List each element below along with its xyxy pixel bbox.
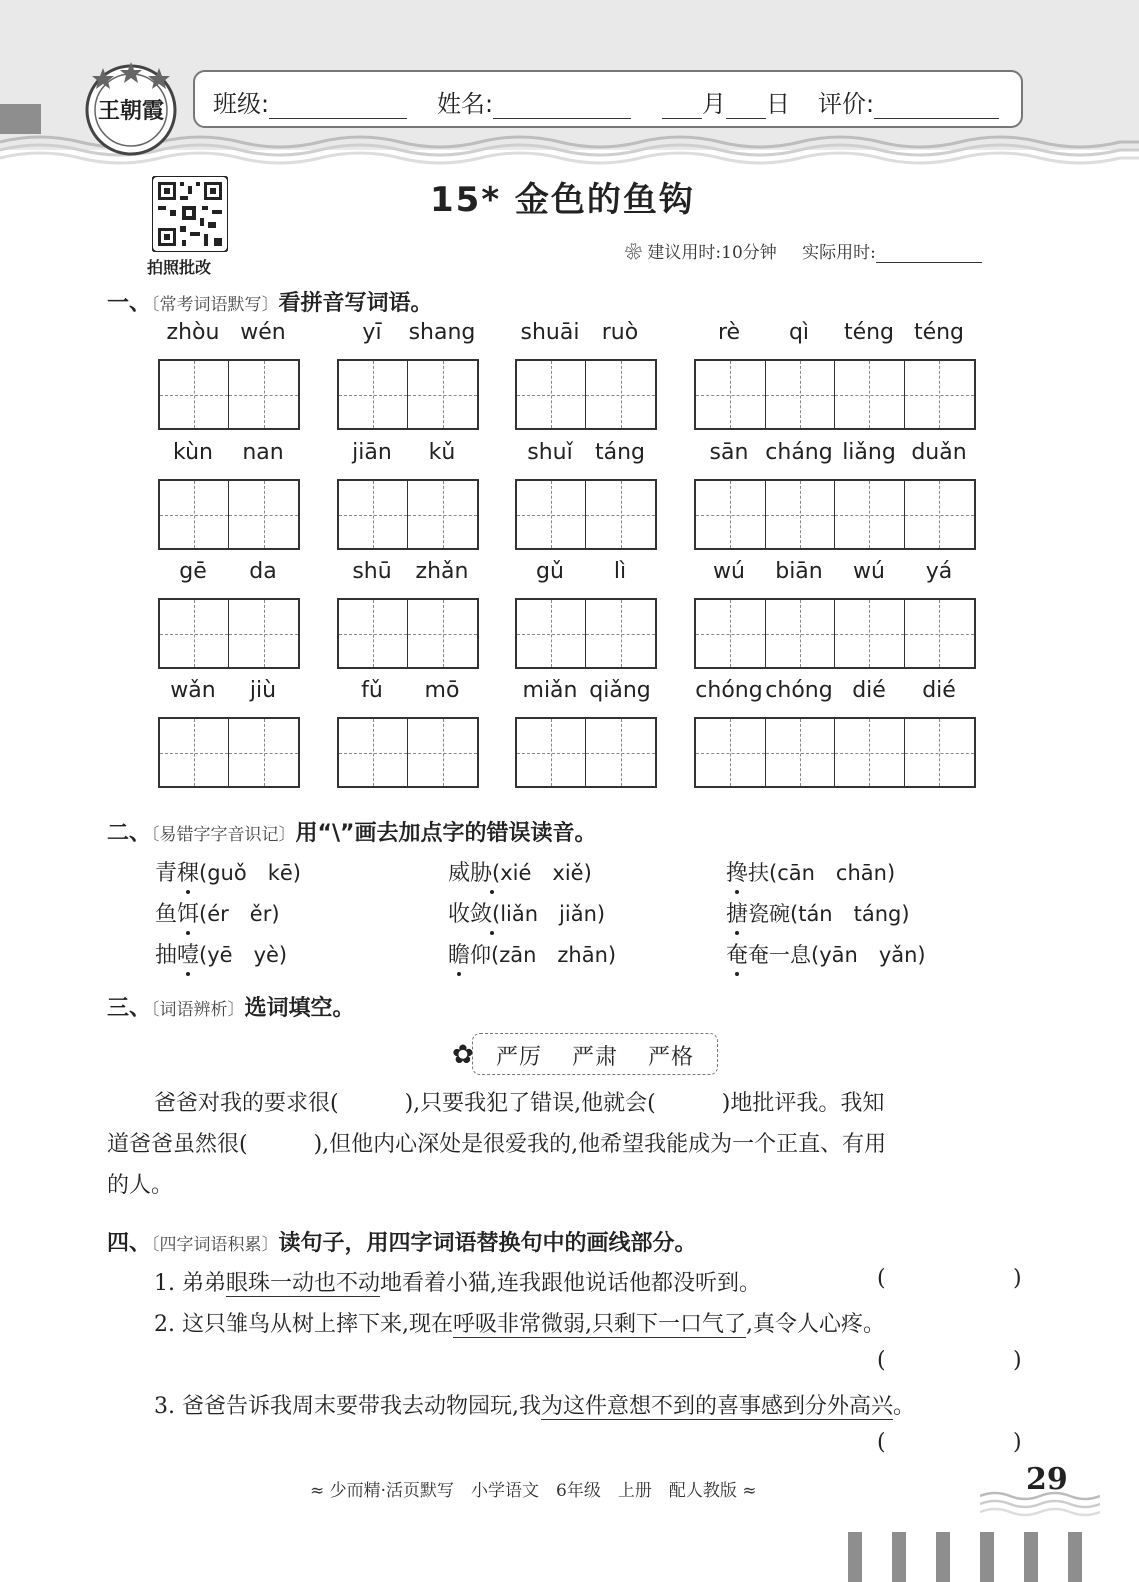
pinyin-syllable: rè — [717, 320, 741, 345]
section4-heading: 四、〔四字词语积累〕读句子，用四字词语替换句中的画线部分。 — [107, 1231, 697, 1256]
section3-heading: 三、〔词语辨析〕选词填空。 — [107, 996, 355, 1021]
writing-cell[interactable] — [696, 600, 766, 667]
writing-box[interactable] — [515, 359, 657, 430]
writing-cell[interactable] — [586, 481, 655, 548]
time-hint — [625, 238, 982, 263]
pinyin-syllable: da — [249, 559, 277, 584]
writing-box[interactable] — [337, 717, 479, 788]
writing-cell[interactable] — [586, 719, 655, 786]
evaluation-field[interactable] — [818, 84, 999, 119]
pinyin-syllable: shang — [408, 320, 476, 345]
writing-cell[interactable] — [766, 600, 836, 667]
writing-box[interactable] — [158, 598, 300, 669]
writing-cell[interactable] — [905, 361, 975, 428]
writing-cell[interactable] — [339, 719, 408, 786]
writing-cell[interactable] — [160, 719, 229, 786]
pinyin-syllable: kǔ — [428, 440, 456, 465]
logo-text: 王朝霞 — [97, 98, 165, 124]
writing-cell[interactable] — [696, 361, 766, 428]
pinyin-syllable: dié — [922, 678, 956, 703]
pinyin-syllable: shuāi — [520, 320, 580, 345]
pinyin-syllable: zhòu — [166, 320, 220, 345]
pinyin-syllable: téng — [913, 320, 965, 345]
pinyin-syllable: wú — [853, 559, 885, 584]
pronunciation-item[interactable]: 鱼饵(ér ěr) — [155, 902, 280, 927]
word-bank — [496, 1040, 694, 1071]
writing-box[interactable] — [515, 479, 657, 550]
pinyin-syllable: liǎng — [842, 440, 896, 465]
writing-box[interactable] — [694, 717, 976, 788]
writing-cell[interactable] — [339, 361, 408, 428]
pinyin-syllable: chóng — [765, 678, 833, 703]
answer-blank-2-open[interactable]: ( — [877, 1348, 886, 1373]
pinyin-syllable: qiǎng — [589, 678, 651, 703]
pinyin-syllable: ruò — [601, 320, 639, 345]
section1-heading: 一、〔常考词语默写〕看拼音写词语。 — [107, 291, 433, 316]
writing-box[interactable] — [158, 359, 300, 430]
pinyin-syllable: lì — [613, 559, 627, 584]
flower-icon: ❀ — [625, 243, 642, 263]
footer-text: ≈ 少而精·活页默写 小学语文 6年级 上册 配人教版 ≈ — [310, 1481, 757, 1501]
writing-cell[interactable] — [229, 361, 298, 428]
writing-cell[interactable] — [229, 600, 298, 667]
word-option: 严肃 — [572, 1045, 619, 1070]
writing-cell[interactable] — [586, 361, 655, 428]
writing-cell[interactable] — [696, 481, 766, 548]
class-label: 班级: — [213, 90, 270, 118]
writing-cell[interactable] — [160, 361, 229, 428]
writing-cell[interactable] — [517, 600, 586, 667]
pinyin-syllable: wú — [713, 559, 745, 584]
writing-cell[interactable] — [766, 719, 836, 786]
pinyin-syllable: kùn — [173, 440, 213, 465]
writing-cell[interactable] — [835, 481, 905, 548]
bee-icon: ✿ — [452, 1040, 474, 1070]
writing-cell[interactable] — [766, 481, 836, 548]
pinyin-syllable: miǎn — [522, 678, 578, 703]
pinyin-syllable: táng — [594, 440, 645, 465]
eval-label: 评价: — [818, 90, 875, 118]
writing-box[interactable] — [515, 717, 657, 788]
writing-cell[interactable] — [905, 719, 975, 786]
pronunciation-item[interactable]: 奄奄一息(yān yǎn) — [726, 943, 926, 968]
writing-cell[interactable] — [339, 481, 408, 548]
writing-cell[interactable] — [408, 719, 477, 786]
answer-blank-3-open[interactable]: ( — [877, 1430, 886, 1455]
pinyin-syllable: dié — [852, 678, 886, 703]
pinyin-syllable: gē — [179, 559, 207, 584]
pinyin-syllable: wén — [240, 320, 286, 345]
pinyin-syllable: fǔ — [361, 678, 383, 703]
writing-cell[interactable] — [586, 600, 655, 667]
writing-box[interactable] — [694, 479, 976, 550]
pronunciation-item[interactable]: 抽噎(yē yè) — [155, 943, 288, 968]
fill-paragraph-line3: 的人。 — [107, 1173, 174, 1198]
pinyin-syllable: jiān — [352, 440, 392, 465]
writing-cell[interactable] — [835, 600, 905, 667]
date-field[interactable] — [662, 84, 790, 119]
page-title: 15* 金色的鱼钩 — [430, 180, 695, 220]
writing-box[interactable] — [694, 598, 976, 669]
name-label: 姓名: — [437, 90, 494, 118]
question-2: 2. 这只雏鸟从树上摔下来,现在呼吸非常微弱,只剩下一口气了,真令人心疼。 — [154, 1312, 885, 1337]
day-label: 日 — [766, 90, 790, 118]
answer-blank-1-open[interactable]: ( — [877, 1266, 886, 1291]
writing-cell[interactable] — [339, 600, 408, 667]
pronunciation-item[interactable]: 搀扶(cān chān) — [726, 861, 896, 886]
question-1: 1. 弟弟眼珠一动也不动地看着小猫,连我跟他说话他都没听到。 — [154, 1271, 761, 1296]
pinyin-syllable: yá — [925, 559, 953, 584]
writing-box[interactable] — [158, 717, 300, 788]
pinyin-syllable: zhǎn — [415, 559, 469, 584]
writing-cell[interactable] — [229, 481, 298, 548]
pronunciation-item[interactable]: 收敛(liǎn jiǎn) — [448, 902, 606, 927]
writing-cell[interactable] — [160, 481, 229, 548]
page-number: 29 — [1026, 1462, 1068, 1497]
pronunciation-item[interactable]: 搪瓷碗(tán táng) — [726, 902, 910, 927]
class-field[interactable] — [213, 84, 407, 119]
writing-cell[interactable] — [517, 361, 586, 428]
qr-code-icon[interactable] — [152, 176, 228, 252]
writing-cell[interactable] — [835, 361, 905, 428]
pinyin-syllable: mō — [424, 678, 460, 703]
pinyin-syllable: qì — [788, 320, 810, 345]
answer-blank-1-close: ) — [1013, 1266, 1022, 1291]
answer-blank-2-close: ) — [1013, 1348, 1022, 1373]
name-field[interactable] — [437, 84, 631, 119]
writing-cell[interactable] — [517, 719, 586, 786]
fill-paragraph-line2[interactable]: 道爸爸虽然很( ),但他内心深处是很爱我的,他希望我能成为一个正直、有用 — [107, 1132, 887, 1157]
writing-cell[interactable] — [766, 361, 836, 428]
fill-paragraph-line1[interactable]: 爸爸对我的要求很( ),只要我犯了错误,他就会( )地批评我。我知 — [154, 1091, 885, 1116]
pinyin-syllable: biān — [775, 559, 823, 584]
pronunciation-item[interactable]: 威胁(xié xiě) — [448, 861, 592, 886]
pinyin-syllable: yī — [362, 320, 382, 345]
actual-time-field[interactable] — [876, 242, 982, 263]
writing-box[interactable] — [337, 598, 479, 669]
writing-cell[interactable] — [905, 600, 975, 667]
qr-label: 拍照批改 — [147, 258, 212, 277]
suggested-time: 建议用时:10分钟 — [647, 243, 777, 263]
pinyin-syllable: wǎn — [170, 678, 216, 703]
pinyin-syllable: jiù — [249, 678, 277, 703]
pronunciation-item[interactable]: 青稞(guǒ kē) — [155, 861, 301, 886]
writing-cell[interactable] — [517, 481, 586, 548]
pronunciation-item[interactable]: 瞻仰(zān zhān) — [448, 943, 617, 968]
pinyin-syllable: shū — [352, 559, 392, 584]
writing-box[interactable] — [337, 359, 479, 430]
writing-box[interactable] — [515, 598, 657, 669]
writing-cell[interactable] — [408, 481, 477, 548]
pinyin-syllable: duǎn — [911, 440, 967, 465]
writing-cell[interactable] — [229, 719, 298, 786]
writing-cell[interactable] — [408, 361, 477, 428]
writing-cell[interactable] — [835, 719, 905, 786]
pinyin-syllable: téng — [843, 320, 895, 345]
writing-box[interactable] — [158, 479, 300, 550]
answer-blank-3-close: ) — [1013, 1430, 1022, 1455]
pinyin-syllable: shuǐ — [527, 440, 573, 465]
pinyin-syllable: cháng — [765, 440, 833, 465]
writing-cell[interactable] — [408, 600, 477, 667]
writing-cell[interactable] — [160, 600, 229, 667]
writing-cell[interactable] — [905, 481, 975, 548]
writing-box[interactable] — [337, 479, 479, 550]
pinyin-syllable: sān — [709, 440, 749, 465]
month-label: 月 — [702, 90, 726, 118]
pinyin-syllable: gǔ — [536, 559, 564, 584]
pinyin-syllable: nan — [242, 440, 284, 465]
writing-box[interactable] — [694, 359, 976, 430]
writing-cell[interactable] — [696, 719, 766, 786]
word-option: 严格 — [648, 1045, 695, 1070]
pinyin-syllable: chóng — [695, 678, 763, 703]
word-option: 严厉 — [496, 1045, 543, 1070]
actual-time-label: 实际用时: — [802, 243, 876, 263]
brand-logo — [83, 60, 179, 156]
section2-heading: 二、〔易错字字音识记〕用“\”画去加点字的错误读音。 — [107, 821, 597, 846]
question-3: 3. 爸爸告诉我周末要带我去动物园玩,我为这件意想不到的喜事感到分外高兴。 — [154, 1394, 916, 1419]
